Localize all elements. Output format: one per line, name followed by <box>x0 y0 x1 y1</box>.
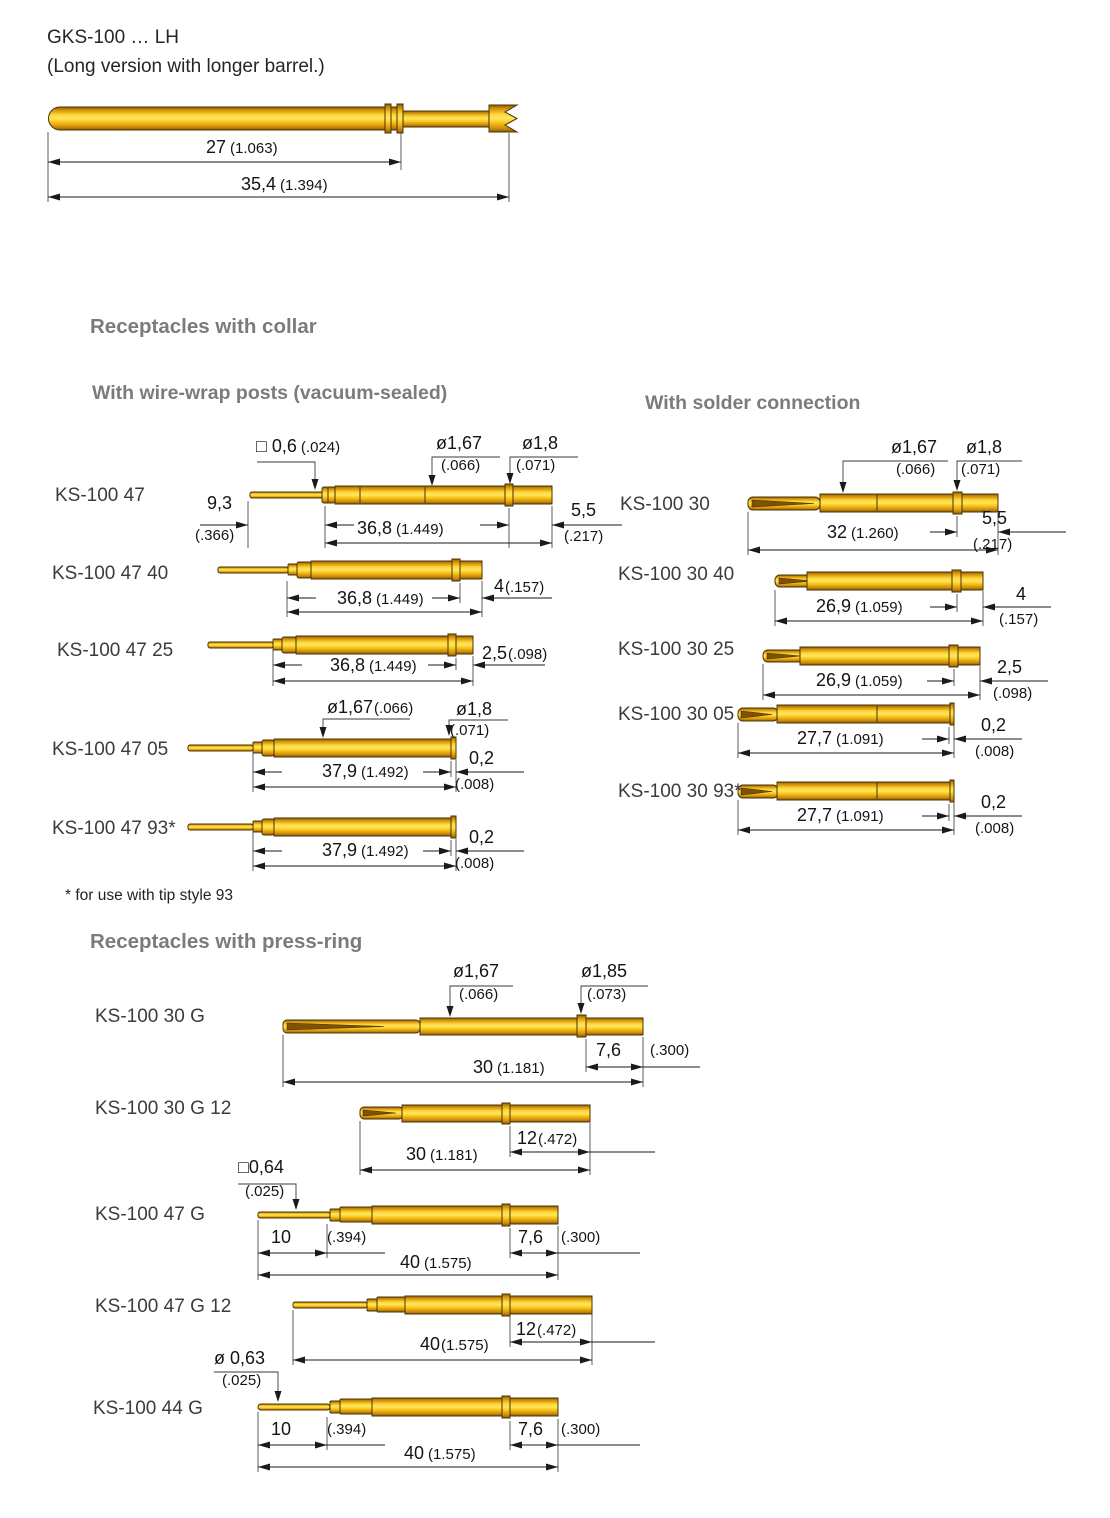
dim-ks47g-tail-mm: 7,6 <box>518 1227 544 1247</box>
probe-drawing-ks100-30-g <box>283 1015 643 1037</box>
dim-ks3040-tail-in: (.157) <box>999 611 1039 628</box>
dim-ks4705-tail-in: (.008) <box>455 776 495 793</box>
model-label-ks100-47-g: KS-100 47 G <box>95 1204 205 1225</box>
dim-gks-overall: 35,4 (1.394) <box>241 174 328 194</box>
callout-d18-in: (.071) <box>516 457 556 474</box>
probe-drawing-ks100-30-05 <box>738 703 954 725</box>
probe-drawing-ks100-30-g-12 <box>360 1103 590 1124</box>
dim-ks47g-post-mm: 10 <box>271 1227 292 1247</box>
dim-ks47-post-in: (.366) <box>195 527 235 544</box>
heading-wirewrap: With wire-wrap posts (vacuum-sealed) <box>92 382 448 404</box>
probe-drawing-ks100-44-g <box>258 1396 558 1418</box>
dim-ks3025-length: 26,9 (1.059) <box>816 670 903 690</box>
callout-d063-mm: ø 0,63 <box>214 1348 266 1368</box>
dim-ks3005-length: 27,7 (1.091) <box>797 728 884 748</box>
callout-05-d18-mm: ø1,8 <box>456 699 493 719</box>
probe-drawing-gks100-lh <box>49 104 518 133</box>
dim-ks30g-tail-mm: 7,6 <box>596 1040 622 1060</box>
heading-solder: With solder connection <box>645 392 861 414</box>
dim-ks3040-length: 26,9 (1.059) <box>816 596 903 616</box>
dim-ks4793-tail-in: (.008) <box>455 855 495 872</box>
dim-ks3005-tail-in: (.008) <box>975 743 1015 760</box>
dim-ks30g12-tail: 12(.472) <box>517 1128 578 1148</box>
callout-d18-mm: ø1,8 <box>522 433 559 453</box>
model-label-ks100-47-05: KS-100 47 05 <box>52 739 169 760</box>
dim-ks30g12-length: 30 (1.181) <box>406 1144 478 1164</box>
callout-square-post: □ 0,6 (.024) <box>256 436 341 456</box>
model-label-ks100-30-93: KS-100 30 93* <box>618 781 742 802</box>
dim-ks44g-tail-in: (.300) <box>561 1421 601 1438</box>
model-label-ks100-30-05: KS-100 30 05 <box>618 704 735 725</box>
dim-ks47g-post-in: (.394) <box>327 1229 367 1246</box>
model-label-ks100-30-25: KS-100 30 25 <box>618 639 735 660</box>
crown-tip <box>489 105 517 132</box>
callout-so-d167-in: (.066) <box>896 461 936 478</box>
dim-ks3005-tail-mm: 0,2 <box>981 715 1007 735</box>
dim-ks30g-tail-in: (.300) <box>650 1042 690 1059</box>
probe-drawing-ks100-47-40 <box>218 559 482 581</box>
dimension-lines <box>48 162 1066 1467</box>
dim-ks44g-length: 40 (1.575) <box>404 1443 476 1463</box>
probe-drawing-ks100-30-25 <box>763 645 980 667</box>
callout-pr-d167-in: (.066) <box>459 986 499 1003</box>
model-label-ks100-30-g: KS-100 30 G <box>95 1006 205 1027</box>
dim-ks44g-tail-mm: 7,6 <box>518 1419 544 1439</box>
callout-pr-d167-mm: ø1,67 <box>453 961 500 981</box>
page-title: GKS-100 … LH <box>47 27 179 48</box>
probe-drawing-ks100-30-93 <box>738 780 954 802</box>
dim-ks4725-tail: 2,5(.098) <box>482 643 548 663</box>
dim-ks4793-tail-mm: 0,2 <box>469 827 495 847</box>
dim-ks3025-tail-mm: 2,5 <box>997 657 1023 677</box>
dim-ks4740-length: 36,8 (1.449) <box>337 588 424 608</box>
dim-ks30g-length: 30 (1.181) <box>473 1057 545 1077</box>
model-label-ks100-44-g: KS-100 44 G <box>93 1398 203 1419</box>
callout-pr-d185-in: (.073) <box>587 986 627 1003</box>
probe-drawing-ks100-47-g <box>258 1204 558 1226</box>
model-label-ks100-30-g-12: KS-100 30 G 12 <box>95 1098 232 1119</box>
callout-so-d167-mm: ø1,67 <box>891 437 938 457</box>
dim-ks44g-post-mm: 10 <box>271 1419 292 1439</box>
callout-so-d18-mm: ø1,8 <box>966 437 1003 457</box>
dim-ks30-length: 32 (1.260) <box>827 522 899 542</box>
callout-d167-mm: ø1,67 <box>436 433 483 453</box>
model-label-ks100-30-40: KS-100 30 40 <box>618 564 735 585</box>
model-label-ks100-47-40: KS-100 47 40 <box>52 563 169 584</box>
probe-drawing-ks100-47-25 <box>208 634 473 656</box>
callout-pr-d185-mm: ø1,85 <box>581 961 628 981</box>
dim-ks3093-tail-in: (.008) <box>975 820 1015 837</box>
model-label-ks100-47-25: KS-100 47 25 <box>57 640 174 661</box>
callout-sq064-mm: □0,64 <box>238 1157 284 1177</box>
dim-ks47g-length: 40 (1.575) <box>400 1252 472 1272</box>
dim-ks47g12-length: 40(1.575) <box>420 1334 489 1354</box>
heading-receptacles-collar: Receptacles with collar <box>90 315 317 338</box>
dim-ks4705-length: 37,9 (1.492) <box>322 761 409 781</box>
probe-drawing-ks100-47 <box>250 484 552 506</box>
callout-so-d18-in: (.071) <box>961 461 1001 478</box>
dim-ks47-tail-mm: 5,5 <box>571 500 597 520</box>
dim-ks47g12-tail: 12(.472) <box>516 1319 577 1339</box>
model-label-ks100-47: KS-100 47 <box>55 485 145 506</box>
dim-ks3040-tail-mm: 4 <box>1016 584 1027 604</box>
dim-ks30-tail-in: (.217) <box>973 536 1013 553</box>
probe-drawing-ks100-30-40 <box>775 570 983 592</box>
dim-ks3093-tail-mm: 0,2 <box>981 792 1007 812</box>
dim-ks4705-tail-mm: 0,2 <box>469 748 495 768</box>
callout-05-d18-in: (.071) <box>450 722 490 739</box>
probe-drawing-ks100-47-g-12 <box>293 1294 592 1316</box>
dim-ks3025-tail-in: (.098) <box>993 685 1033 702</box>
dim-ks4740-tail: 4(.157) <box>494 576 545 596</box>
callout-d063-in: (.025) <box>222 1372 262 1389</box>
dim-ks47-tail-in: (.217) <box>564 528 604 545</box>
heading-pressring: Receptacles with press-ring <box>90 930 363 953</box>
dim-ks44g-post-in: (.394) <box>327 1421 367 1438</box>
dim-ks4793-length: 37,9 (1.492) <box>322 840 409 860</box>
model-label-ks100-47-g-12: KS-100 47 G 12 <box>95 1296 232 1317</box>
model-label-ks100-30: KS-100 30 <box>620 494 710 515</box>
probe-drawing-ks100-47-93 <box>188 816 456 838</box>
dim-ks3093-length: 27,7 (1.091) <box>797 805 884 825</box>
callout-d167-in: (.066) <box>441 457 481 474</box>
dim-gks-inner: 27 (1.063) <box>206 137 278 157</box>
probe-drawing-ks100-30 <box>748 492 998 514</box>
callout-sq064-in: (.025) <box>245 1183 285 1200</box>
model-label-ks100-47-93: KS-100 47 93* <box>52 818 176 839</box>
dim-ks30-tail-mm: 5,5 <box>982 508 1008 528</box>
callout-05-d167: ø1,67(.066) <box>327 697 414 717</box>
dim-ks47-post-mm: 9,3 <box>207 493 233 513</box>
dim-ks47-length: 36,8 (1.449) <box>357 518 444 538</box>
dim-ks4725-length: 36,8 (1.449) <box>330 655 417 675</box>
dim-ks47g-tail-in: (.300) <box>561 1229 601 1246</box>
footnote-tip-style: * for use with tip style 93 <box>65 887 233 904</box>
page-subtitle: (Long version with longer barrel.) <box>47 56 325 77</box>
probe-drawing-ks100-47-05 <box>188 737 456 759</box>
